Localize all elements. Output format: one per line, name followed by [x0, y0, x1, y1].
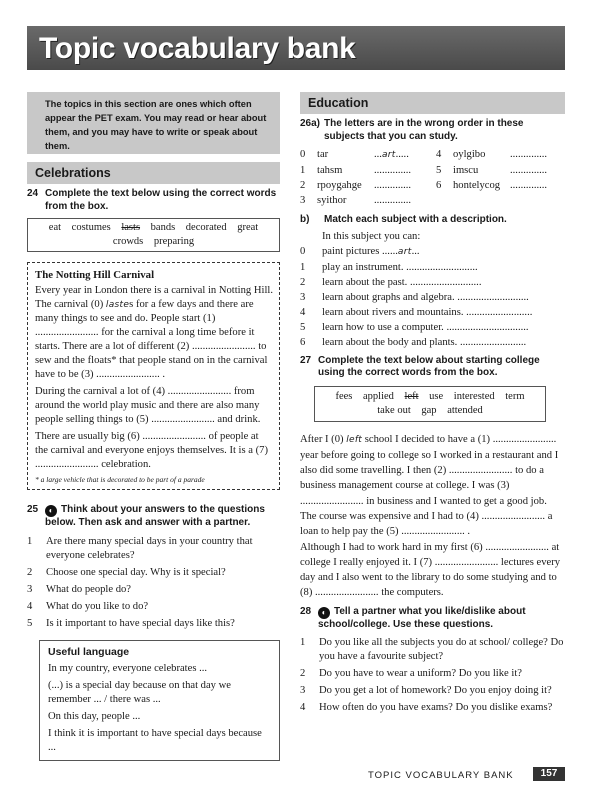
useful-line: I think it is important to have special days because ... [48, 727, 262, 753]
q27-text: Complete the text below about starting college using the correct words from the box. [318, 354, 540, 378]
q24-text: Complete the text below using the correct words from the box. [45, 188, 277, 212]
intro-box: The topics in this section are ones which often appear the PET exam. You may read or hear about them, and you may have to write or speak about them. [27, 92, 280, 154]
word-option: preparing [153, 236, 195, 247]
list-item: 2 Choose one special day. Why is it special? [27, 566, 226, 578]
useful-line: In my country, everyone celebrates ... [48, 662, 208, 674]
article-title: The Notting Hill Carnival [35, 269, 155, 281]
word-option: decorated [185, 222, 227, 233]
word-option: costumes [71, 222, 111, 233]
list-item: 5 Is it important to have special days like this? [27, 617, 235, 629]
handwritten-answer: art [397, 246, 412, 257]
question-28 [300, 606, 565, 632]
q26a-number: 26a) [300, 118, 321, 129]
list-item: 1 Do you like all the subjects you do at school/ college? Do you have a favourite subject? [300, 637, 564, 663]
q27-number: 27 [300, 354, 312, 366]
right-column [300, 92, 565, 718]
list-item: 4 How often do you have exams? Do you dislike exams? [300, 702, 553, 714]
q26a-text: The letters are in the wrong order in these subjects that you can study. [324, 118, 524, 142]
carnival-article [27, 262, 280, 490]
list-item: 3 Do you get a lot of homework? Do you enjoy doing it? [300, 685, 552, 697]
page-title: Topic vocabulary bank [39, 32, 356, 65]
q26b-text: Match each subject with a description. [324, 214, 507, 225]
question-24 [27, 188, 280, 213]
question-26a [300, 118, 565, 143]
college-paragraph-1: After I (0) left school I decided to have a (1) ........................ year before going to college so I worked in a restaurant and I also did some travelling. I then (2) ........................ to do a business management course at college. I was (3) ........................ in business and I wanted to get a good job. The course was expensive and I had to (4) ........................ a loan to help pay the (5) ........................ . [300, 433, 559, 538]
article-paragraph-1: Every year in London there is a carnival in Notting Hill. The carnival (0) lastes for a few days and there are many things to see and do. People start (1) ........................ for the carnival a long time before it starts. There are a lot of different (2) ........................ to sew and the floats* that people stand on in the carnival have to be (3) ........................ . [35, 285, 273, 380]
word-option: use [429, 390, 444, 402]
word-option: applied [363, 390, 394, 402]
word-option: fees [335, 390, 353, 402]
match-list [300, 244, 565, 350]
college-paragraph-2: Although I had to work hard in my first (6) ........................ at college I really enjoyed it. I (7) ........................ lectures every day and I also went to the library to do some studying and to (8) ........................ the computers. [300, 541, 561, 599]
question-26b [300, 214, 565, 227]
word-option: gap [421, 404, 437, 416]
list-item: 0 paint pictures ......art... [300, 245, 420, 257]
list-item: 4 learn about rivers and mountains. ......................... [300, 306, 533, 318]
q28-list [300, 636, 565, 715]
handwritten-answer: art [381, 150, 396, 160]
word-option: attended [447, 404, 483, 416]
list-item: 1 play an instrument. ........................... [300, 261, 478, 273]
q25-text: Think about your answers to the questions below. Then ask and answer with a partner. [45, 504, 265, 528]
footer-label: TOPIC VOCABULARY BANK [368, 770, 514, 781]
list-item: 5 learn how to use a computer. ............................... [300, 321, 529, 333]
list-item: 2 learn about the past. ........................... [300, 276, 482, 288]
scrambled-words: 0 tar ...art..... 4 oylgibo .............. 1 tahsm .............. 5 imscu .............. 2 rpoygahge .............. 6 hontelycog .............. 3 syithor .............. [300, 149, 548, 206]
word-option: interested [453, 390, 495, 402]
page-number: 157 [533, 767, 565, 781]
word-option: crowds [112, 236, 144, 247]
article-paragraph-3: There are usually big (6) ........................ of people at the carnival and everyone enjoys themselves. It is a (7) ........................ celebration. [35, 431, 268, 470]
q26b-number: b) [300, 214, 310, 225]
title-banner [27, 26, 565, 70]
speaking-icon: ◐ [45, 505, 57, 517]
word-option: term [505, 390, 525, 402]
list-item: 4 What do you like to do? [27, 600, 149, 612]
word-option: great [237, 222, 259, 233]
word-option: bands [150, 222, 176, 233]
left-column [27, 92, 280, 761]
list-item: 1 Are there many special days in your country that everyone celebrates? [27, 535, 253, 561]
word-box-27 [314, 386, 546, 422]
education-heading: Education [300, 92, 565, 114]
article-paragraph-2: During the carnival a lot of (4) ........................ from around the world play music and there are also many people selling things to (5) ........................ and drink. [35, 386, 261, 425]
article-footnote: * a large vehicle that is decorated to be part of a parade [35, 475, 205, 484]
list-item: 2 Do you have to wear a uniform? Do you like it? [300, 668, 522, 680]
list-item: 6 learn about the body and plants. ......................... [300, 336, 527, 348]
q28-text: Tell a partner what you like/dislike about school/college. Use these questions. [318, 605, 526, 630]
word-box-24 [27, 218, 280, 252]
word-option: eat [48, 222, 62, 233]
word-option-used: left [404, 390, 419, 402]
list-item: 3 What do people do? [27, 583, 132, 595]
college-text [300, 432, 565, 601]
q25-number: 25 [27, 504, 39, 515]
useful-language-title: Useful language [48, 645, 130, 658]
q24-number: 24 [27, 188, 39, 199]
q26b-lead: In this subject you can: [322, 230, 421, 242]
list-item: 3 learn about graphs and algebra. ........................... [300, 291, 529, 303]
handwritten-answer: laste [105, 300, 130, 310]
question-25 [27, 504, 280, 530]
speaking-icon: ◐ [318, 607, 330, 619]
q28-number: 28 [300, 605, 312, 617]
word-option: take out [377, 404, 411, 416]
word-option-used: lasts [121, 222, 141, 233]
useful-language-box [39, 640, 280, 761]
handwritten-answer: left [346, 434, 363, 445]
useful-line: On this day, people ... [48, 710, 141, 722]
question-27 [300, 355, 565, 380]
q25-list [27, 535, 280, 631]
celebrations-heading: Celebrations [27, 162, 280, 184]
useful-line: (...) is a special day because on that day we remember ... / there was ... [48, 679, 231, 705]
